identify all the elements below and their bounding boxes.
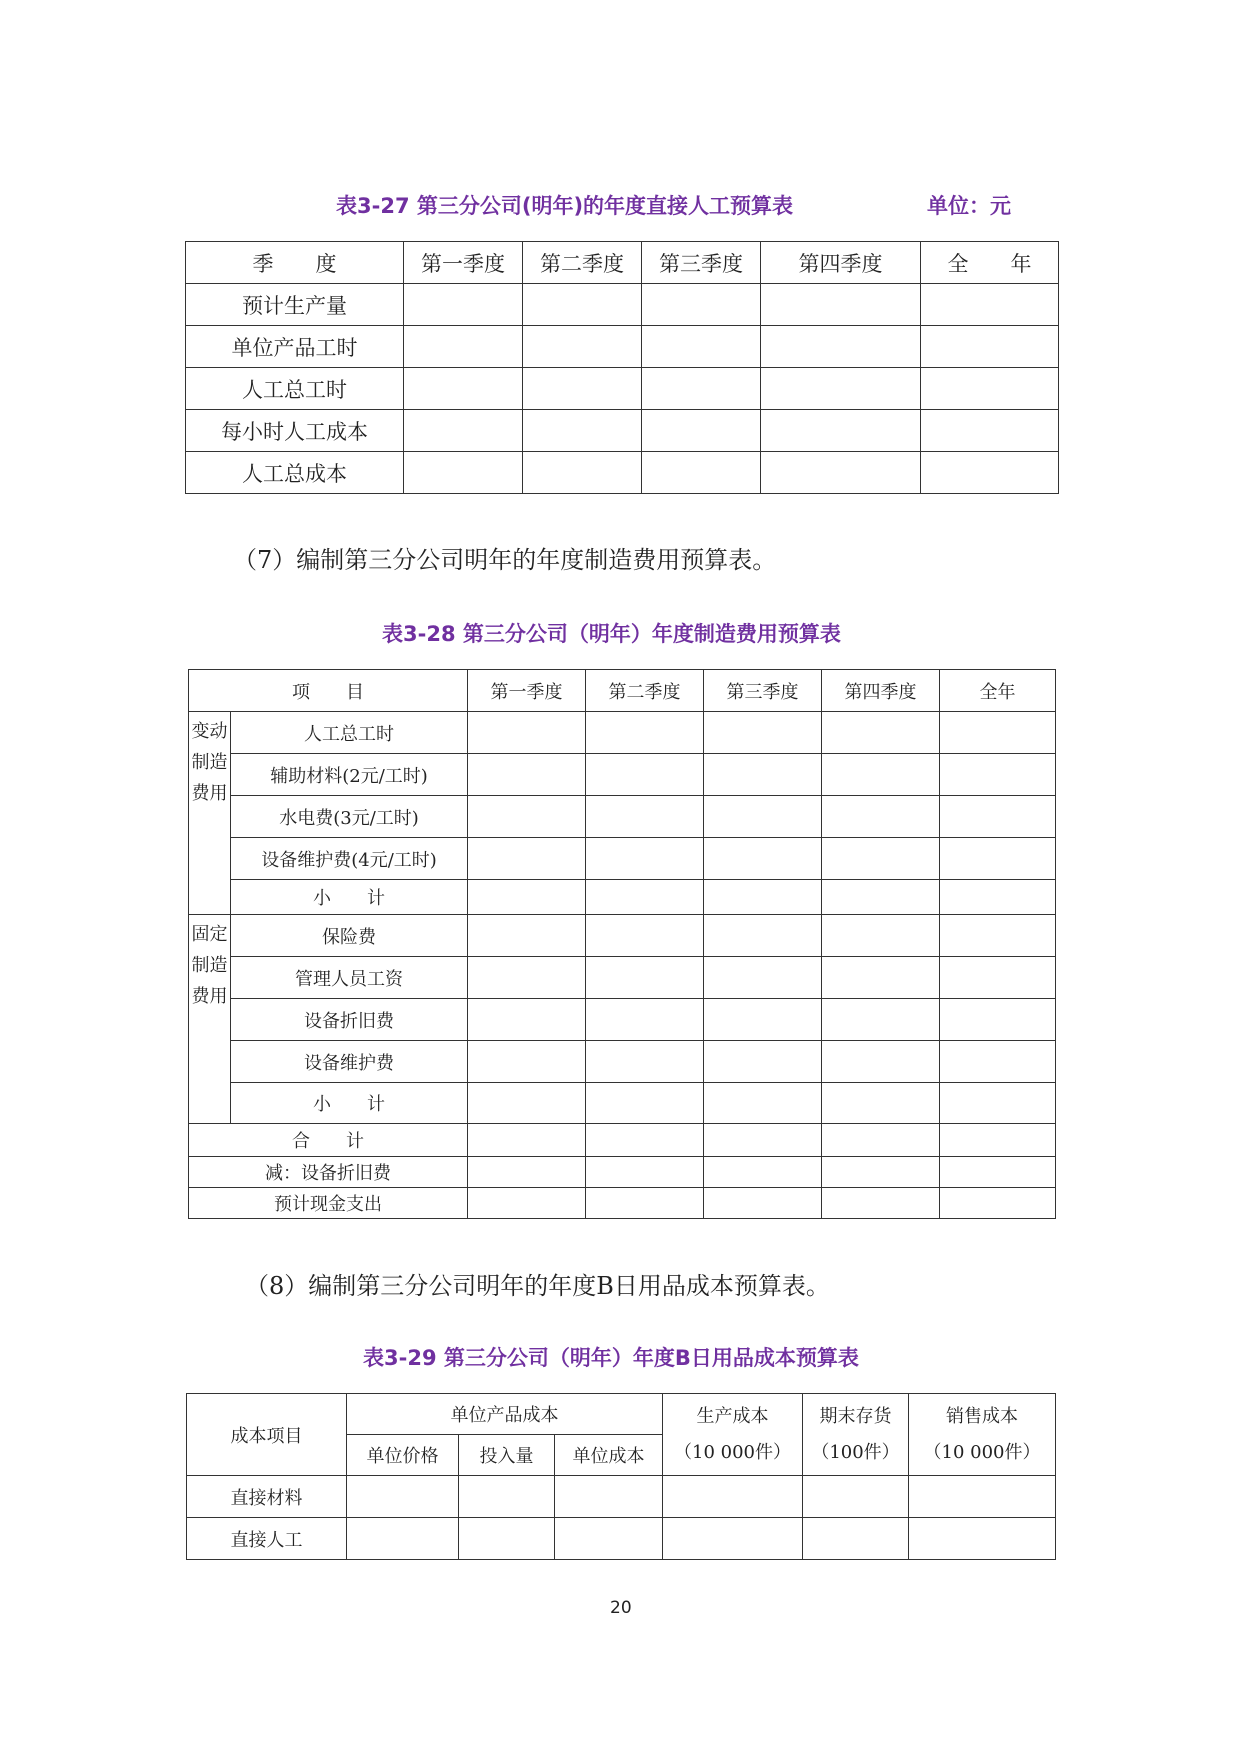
table-row [187, 1518, 1056, 1560]
table1-direct-labor-budget [185, 241, 1059, 494]
table-row [189, 1083, 1056, 1124]
table-cell [822, 1041, 940, 1083]
table-row [189, 1157, 1056, 1188]
table-cell [704, 999, 822, 1041]
table-row [187, 1476, 1056, 1518]
table-cell [940, 880, 1056, 915]
table-cell [468, 1041, 586, 1083]
table-cell [940, 1041, 1056, 1083]
table-cell [468, 1124, 586, 1157]
table-row [186, 326, 1059, 368]
table-cell [586, 754, 704, 796]
table3-header-row [187, 1394, 1056, 1435]
table-cell [940, 1083, 1056, 1124]
table-cell [468, 712, 586, 754]
table-cell [940, 1157, 1056, 1188]
table-cell [761, 452, 921, 494]
table2-row-label: 设备折旧费 [231, 999, 468, 1041]
table-cell [940, 838, 1056, 880]
table-cell [523, 326, 642, 368]
table2-header-row [189, 670, 1056, 712]
table-row [189, 754, 1056, 796]
table2-row-label: 合 计 [189, 1124, 468, 1157]
table2-header: 全年 [940, 670, 1056, 712]
table-cell [468, 796, 586, 838]
table-cell [761, 368, 921, 410]
paragraph-8: （8）编制第三分公司明年的年度B日用品成本预算表。 [245, 1272, 830, 1300]
table-cell [822, 1157, 940, 1188]
table-cell [586, 880, 704, 915]
table-cell [468, 999, 586, 1041]
table3-header-text: 期末存货 [819, 1405, 892, 1427]
table1-caption: 表3-27 第三分公司(明年)的年度直接人工预算表 [336, 194, 794, 218]
table2-row-label: 设备维护费 [231, 1041, 468, 1083]
table2-manufacturing-overhead-budget [188, 669, 1056, 1219]
table-cell [940, 957, 1056, 999]
table-row [189, 712, 1056, 754]
table-row [186, 368, 1059, 410]
table1-row-label: 预计生产量 [186, 284, 404, 326]
table-row [186, 410, 1059, 452]
table1-row-label: 人工总工时 [186, 368, 404, 410]
table-cell [642, 452, 761, 494]
table-cell [704, 1083, 822, 1124]
table-cell [523, 410, 642, 452]
table-cell [822, 838, 940, 880]
table-cell [704, 754, 822, 796]
table-cell [909, 1476, 1056, 1518]
table3-row-label: 直接人工 [187, 1518, 347, 1560]
table1-row-label: 人工总成本 [186, 452, 404, 494]
table1-header: 第二季度 [523, 242, 642, 284]
table2-header: 项 目 [189, 670, 468, 712]
table1-header: 第三季度 [642, 242, 761, 284]
table2-row-label: 水电费(3元/工时) [231, 796, 468, 838]
table-cell [921, 368, 1059, 410]
table-cell [940, 754, 1056, 796]
table-cell [921, 452, 1059, 494]
table-cell [404, 284, 523, 326]
table-cell [704, 1157, 822, 1188]
table-cell [803, 1518, 909, 1560]
table-cell [940, 1124, 1056, 1157]
table-cell [803, 1476, 909, 1518]
table-cell [586, 999, 704, 1041]
table1-header-row [186, 242, 1059, 284]
table-row [189, 915, 1056, 957]
table2-row-label: 小 计 [231, 880, 468, 915]
table-row [189, 1188, 1056, 1219]
table-cell [586, 1124, 704, 1157]
table-cell [523, 368, 642, 410]
table-row [189, 838, 1056, 880]
table-row [186, 452, 1059, 494]
table-cell [704, 957, 822, 999]
table2-row-label: 减：设备折旧费 [189, 1157, 468, 1188]
table3-subheader: 单位价格 [347, 1435, 459, 1476]
table-cell [468, 1083, 586, 1124]
table-cell [761, 410, 921, 452]
table-cell [822, 1124, 940, 1157]
table1-row-label: 每小时人工成本 [186, 410, 404, 452]
table-cell [459, 1518, 555, 1560]
table-cell [761, 284, 921, 326]
table-cell [468, 915, 586, 957]
table-cell [822, 957, 940, 999]
table-cell [822, 1188, 940, 1219]
table-cell [586, 1041, 704, 1083]
table-cell [586, 1083, 704, 1124]
table-cell [468, 838, 586, 880]
table-cell [586, 712, 704, 754]
table1-row-label: 单位产品工时 [186, 326, 404, 368]
table-cell [586, 1188, 704, 1219]
table-cell [586, 796, 704, 838]
table-row [189, 999, 1056, 1041]
table3-subheader: 单位成本 [555, 1435, 663, 1476]
table-cell [523, 452, 642, 494]
group-label-fixed-overhead: 固定制造费用 [189, 915, 231, 1124]
table-cell [940, 1188, 1056, 1219]
table1-header: 全 年 [921, 242, 1059, 284]
table-cell [822, 999, 940, 1041]
table-cell [347, 1518, 459, 1560]
table2-header: 第三季度 [704, 670, 822, 712]
table2-row-label: 小 计 [231, 1083, 468, 1124]
table2-header: 第四季度 [822, 670, 940, 712]
table3-header-unit-cost: 单位产品成本 [347, 1394, 663, 1435]
table-cell [822, 754, 940, 796]
table-cell [921, 326, 1059, 368]
table-cell [704, 880, 822, 915]
table3-header-subtext: （100件） [811, 1441, 900, 1463]
table-cell [555, 1476, 663, 1518]
table-cell [909, 1518, 1056, 1560]
table2-row-label: 预计现金支出 [189, 1188, 468, 1219]
table3-header-subtext: （10 000件） [674, 1441, 791, 1463]
table3-product-cost-budget [186, 1393, 1056, 1560]
table-cell [404, 410, 523, 452]
table-cell [663, 1476, 803, 1518]
table3-header-production-cost [663, 1394, 803, 1476]
table-cell [704, 838, 822, 880]
table-cell [704, 1124, 822, 1157]
table-cell [586, 957, 704, 999]
table-cell [642, 284, 761, 326]
table-cell [586, 1157, 704, 1188]
table-cell [642, 326, 761, 368]
table2-row-label: 辅助材料(2元/工时) [231, 754, 468, 796]
table-cell [347, 1476, 459, 1518]
table-cell [761, 326, 921, 368]
table-cell [555, 1518, 663, 1560]
table3-header-text: 生产成本 [696, 1405, 769, 1427]
table-cell [404, 452, 523, 494]
table-cell [468, 754, 586, 796]
table3-row-label: 直接材料 [187, 1476, 347, 1518]
table1-unit: 单位：元 [927, 194, 1011, 218]
table-cell [704, 915, 822, 957]
table-row [189, 880, 1056, 915]
table-cell [642, 368, 761, 410]
table-cell [459, 1476, 555, 1518]
table-cell [586, 838, 704, 880]
page-number: 20 [610, 1598, 632, 1618]
table-cell [704, 1188, 822, 1219]
table-cell [704, 712, 822, 754]
table-cell [404, 368, 523, 410]
group-label-variable-overhead: 变动制造费用 [189, 712, 231, 915]
table3-header-sales-cost [909, 1394, 1056, 1476]
table-row [189, 1124, 1056, 1157]
table1-header: 第四季度 [761, 242, 921, 284]
table2-header: 第二季度 [586, 670, 704, 712]
paragraph-7: （7）编制第三分公司明年的年度制造费用预算表。 [233, 546, 777, 574]
table2-caption: 表3-28 第三分公司（明年）年度制造费用预算表 [382, 622, 841, 646]
table-cell [642, 410, 761, 452]
table-cell [822, 915, 940, 957]
table-cell [704, 796, 822, 838]
table-row [189, 957, 1056, 999]
table-cell [468, 1188, 586, 1219]
table3-header-text: 销售成本 [946, 1405, 1019, 1427]
table-cell [523, 284, 642, 326]
table-cell [468, 1157, 586, 1188]
table-cell [404, 326, 523, 368]
table-cell [940, 796, 1056, 838]
table1-header: 第一季度 [404, 242, 523, 284]
table2-header: 第一季度 [468, 670, 586, 712]
table-cell [704, 1041, 822, 1083]
table2-row-label: 管理人员工资 [231, 957, 468, 999]
table-cell [663, 1518, 803, 1560]
table-row [186, 284, 1059, 326]
table-cell [822, 1083, 940, 1124]
table-cell [822, 880, 940, 915]
table3-subheader: 投入量 [459, 1435, 555, 1476]
table-cell [940, 999, 1056, 1041]
table-row [189, 1041, 1056, 1083]
table3-header-item: 成本项目 [187, 1394, 347, 1476]
table-cell [940, 712, 1056, 754]
table1-header: 季 度 [186, 242, 404, 284]
table-cell [940, 915, 1056, 957]
table3-header-ending-inventory [803, 1394, 909, 1476]
table-cell [921, 410, 1059, 452]
table2-row-label: 人工总工时 [231, 712, 468, 754]
table-cell [468, 880, 586, 915]
table2-row-label: 设备维护费(4元/工时) [231, 838, 468, 880]
table-cell [468, 957, 586, 999]
table3-caption: 表3-29 第三分公司（明年）年度B日用品成本预算表 [363, 1346, 859, 1370]
table2-row-label: 保险费 [231, 915, 468, 957]
table-cell [822, 796, 940, 838]
table-cell [822, 712, 940, 754]
table3-header-subtext: （10 000件） [923, 1441, 1041, 1463]
table-cell [586, 915, 704, 957]
table-row [189, 796, 1056, 838]
table-cell [921, 284, 1059, 326]
